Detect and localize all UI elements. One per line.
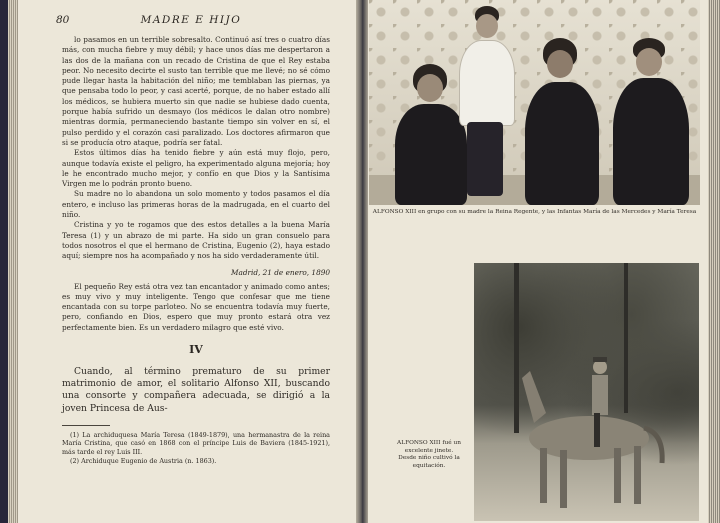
footnote: (1) La archiduquesa María Teresa (1849-1879), una hermanastra de la reina María Cristina, que casó en 1868 con el príncipe Luis de Baviera (1845-1921), más tarde el rey Luis III. bbox=[62, 430, 330, 457]
group-photo-caption: ALFONSO XIII en grupo con su madre la Reina Regente, y las Infantas María de las Mercedes y María Teresa bbox=[372, 209, 697, 215]
equestrian-photo-caption: ALFONSO XIII fué un excelente jinete. Desde niño cultivó la equitación. bbox=[397, 440, 461, 469]
page-number: 80 bbox=[56, 14, 70, 26]
horse-and-rider bbox=[474, 263, 699, 521]
paragraph: Estos últimos días ha tenido fiebre y aún está muy flojo, pero, aunque todavía existe el peligro, ha experimentado alguna mejoría; hoy le he encontrado mucho mejor, y confío en que Dios y la Santísima Virgen me lo podrán pronto bueno. bbox=[62, 148, 330, 189]
book-gutter bbox=[356, 0, 368, 523]
page-header bbox=[56, 14, 326, 30]
letter-dateline: Madrid, 21 de enero, 1890 bbox=[231, 267, 330, 277]
photo-figure bbox=[449, 6, 519, 196]
equestrian-photograph bbox=[474, 263, 699, 521]
paragraph: Cristina y yo te rogamos que des estos detalles a la buena María Teresa (1) y un abrazo de mi parte. Ha sido un gran consuelo para todos nosotros el que el hermano de Cristina, Eugenio (2), haya estado aquí; siempre nos ha acompañado y nos ha sido verdaderamente útil. bbox=[62, 220, 330, 261]
running-title: MADRE E HIJO bbox=[140, 14, 242, 26]
footnote: (2) Archiduque Eugenio de Austria (n. 1863). bbox=[70, 456, 217, 465]
footnote-rule bbox=[62, 425, 110, 426]
paragraph: Su madre no lo abandona un solo momento y todos pasamos el día entero, e incluso las primeras horas de la madrugada, en el cuarto del niño. bbox=[62, 189, 330, 220]
left-page-body bbox=[62, 35, 330, 465]
page-edges-right bbox=[708, 0, 720, 523]
photo-figure bbox=[609, 38, 689, 205]
section-paragraph: Cuando, al término prematuro de su primer matrimonio de amor, el solitario Alfonso XII, buscando una consorte y compañera adecuada, se dirigió a la joven Princesa de Aus- bbox=[62, 366, 330, 414]
photo-figure bbox=[519, 38, 599, 205]
paragraph: lo pasamos en un terrible sobresalto. Continuó así tres o cuatro días más, con mucha fiebre y muy débil; y hace unos días me despertaron a las dos de la mañana con un recado de Cristina de que el Rey estaba peor. No necesito decirte el susto tan terrible que me llevé; no sé cómo pude llegar hasta la habitación del niño; me temblaban las piernas, ya que pensaba todo lo peor, y casi acerté, porque, de no haber estado allí los médicos, se hubiera muerto sin que nadie se hubiese dado cuenta, porque había sufrido un desmayo (los médicos le dalan otro nombre) mientras dormía, permaneciendo bastante tiempo sin volver en sí, el pulso perdido y el corazón casi paralizado. Los doctores afirmaron que si se producía otro ataque, podría ser fatal. bbox=[62, 35, 330, 147]
group-photograph bbox=[369, 0, 700, 205]
paragraph: El pequeño Rey está otra vez tan encantador y animado como antes; es muy vivo y muy inteligente. Tengo que confesar que me tiene encantada con su torpe parloteo. No se encuentra todavía muy fuerte, pero, confiando en Dios, espero que muy pronto estará otra vez perfectamente bien. Es un verdadero milagro que esté vivo. bbox=[62, 281, 330, 332]
section-number: IV bbox=[189, 343, 203, 357]
